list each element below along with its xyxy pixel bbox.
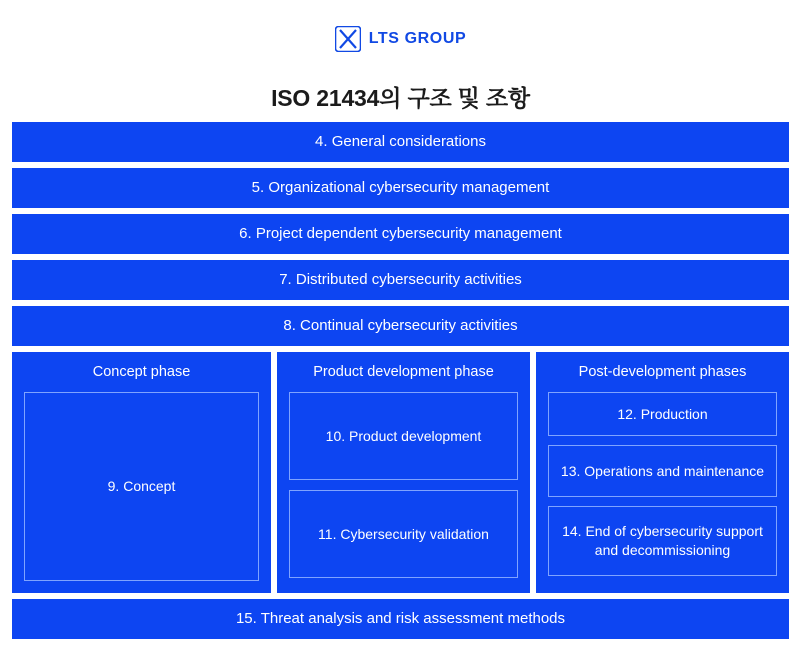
clause-box-14: 14. End of cybersecurity support and decommissioning [548,506,777,576]
clause-bar-15: 15. Threat analysis and risk assessment methods [12,599,789,639]
column-product-development-phase [277,352,530,593]
clause-bar-4: 4. General considerations [12,122,789,162]
clause-bar-8: 8. Continual cybersecurity activities [12,306,789,346]
clause-bar-6: 6. Project dependent cybersecurity management [12,214,789,254]
brand-logo [0,0,801,54]
clause-box-13: 13. Operations and maintenance [548,445,777,497]
column-header-concept: Concept phase [92,364,191,380]
post-development-items [548,392,777,576]
brand-name: LTS GROUP [368,30,467,47]
clause-bar-5: 5. Organizational cybersecurity management [12,168,789,208]
column-header-post-development: Post-development phases [578,364,747,380]
clause-box-12: 12. Production [548,392,777,436]
lts-logo-icon [335,26,361,52]
clause-bar-7: 7. Distributed cybersecurity activities [12,260,789,300]
page-title: ISO 21434의 구조 및 조항 [271,85,530,111]
clause-box-9: 9. Concept [24,392,259,581]
iso-structure-diagram [12,122,789,639]
column-header-product-development: Product development phase [313,364,494,380]
column-concept-phase [12,352,271,593]
phase-columns [12,352,789,593]
column-post-development-phases [536,352,789,593]
clause-box-11: 11. Cybersecurity validation [289,490,518,578]
clause-box-10: 10. Product development [289,392,518,480]
